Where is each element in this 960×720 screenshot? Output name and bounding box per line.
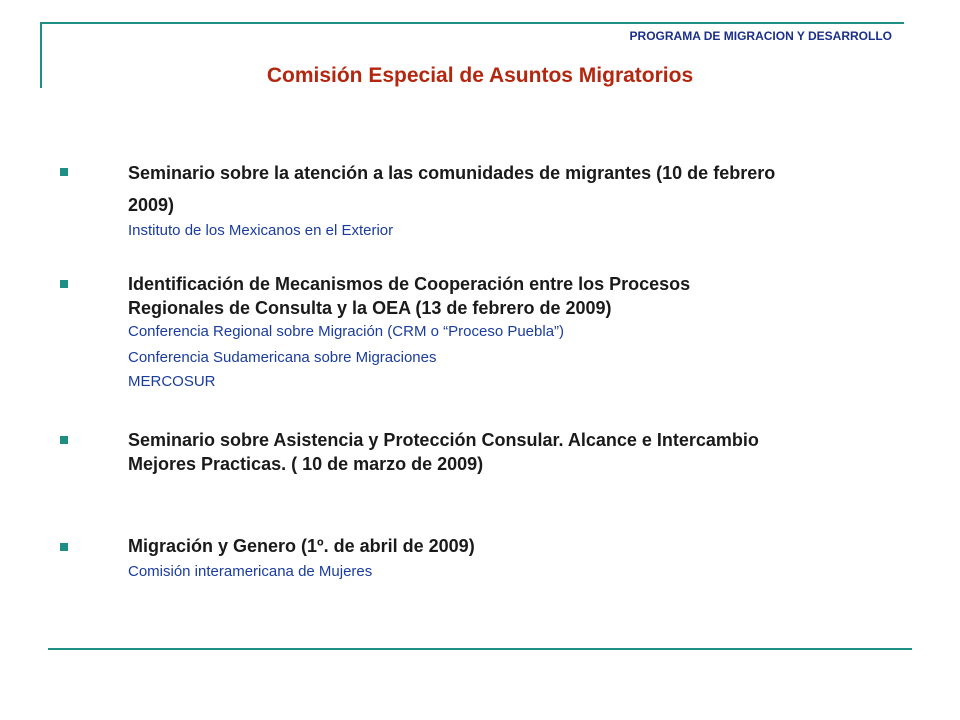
item-heading-line: Regionales de Consulta y la OEA (13 de febrero de 2009) [128, 298, 612, 318]
bullet-icon [60, 543, 68, 551]
item-heading [128, 428, 888, 476]
page-title: Comisión Especial de Asuntos Migratorios [266, 64, 694, 87]
bottom-rule [48, 648, 912, 650]
bullet-icon [60, 280, 68, 288]
item-subtext: MERCOSUR [128, 373, 216, 390]
item-heading-line: Seminario sobre la atención a las comunidades de migrantes (10 de febrero [128, 163, 776, 183]
item-heading-line: 2009) [128, 195, 175, 215]
item-heading [128, 534, 888, 558]
item-heading [128, 157, 888, 221]
item-subtext: Instituto de los Mexicanos en el Exterior [128, 222, 394, 239]
bullet-icon [60, 436, 68, 444]
bullet-icon [60, 168, 68, 176]
program-label: PROGRAMA DE MIGRACION Y DESARROLLO [629, 29, 892, 43]
item-subtext: Conferencia Sudamericana sobre Migraciones [128, 349, 437, 366]
top-rule [40, 22, 904, 24]
item-heading-line: Seminario sobre Asistencia y Protección Consular. Alcance e Intercambio [128, 430, 759, 450]
item-heading-line: Migración y Genero (1º. de abril de 2009) [128, 536, 475, 556]
item-subtext: Comisión interamericana de Mujeres [128, 563, 373, 580]
item-heading-line: Mejores Practicas. ( 10 de marzo de 2009) [128, 454, 484, 474]
item-heading [128, 272, 888, 320]
item-subtext: Conferencia Regional sobre Migración (CRM o “Proceso Puebla”) [128, 323, 565, 340]
item-heading-line: Identificación de Mecanismos de Cooperación entre los Procesos [128, 274, 691, 294]
